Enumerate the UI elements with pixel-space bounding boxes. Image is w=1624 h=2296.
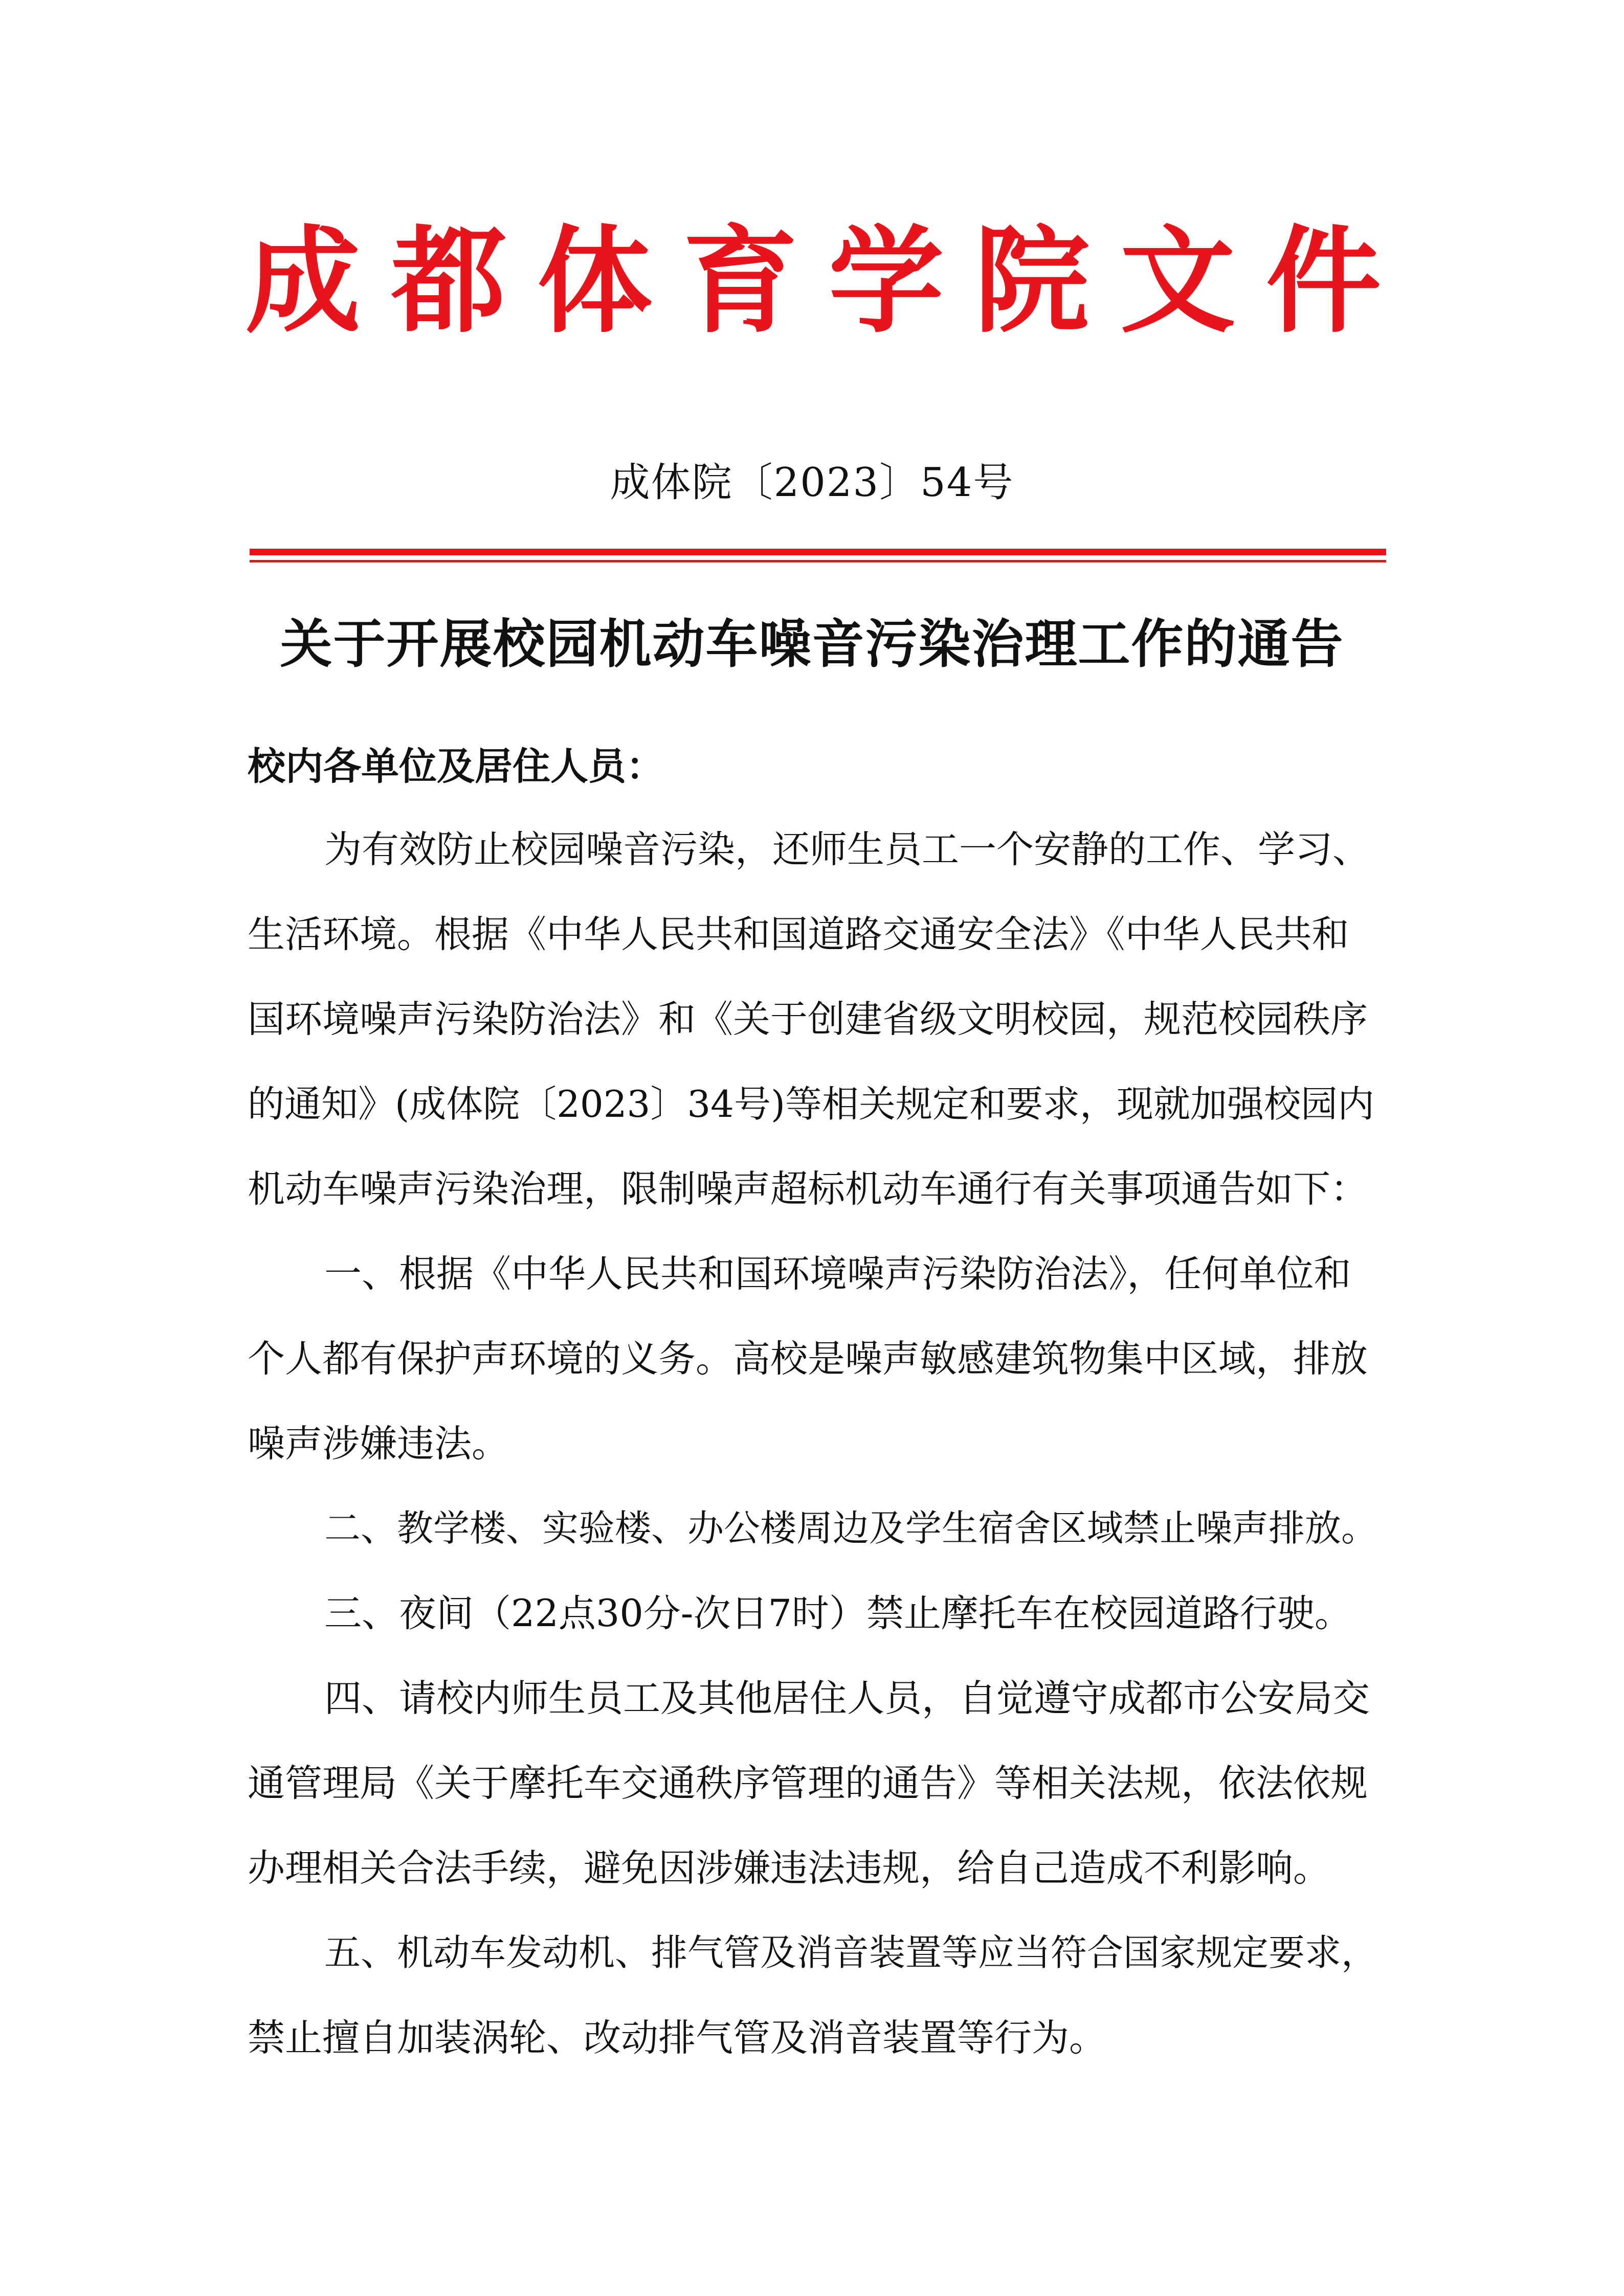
masthead-char: 都 bbox=[391, 213, 506, 349]
text-line: 国环境噪声污染防治法》和《关于创建省级文明校园，规范校园秩序 bbox=[248, 998, 1368, 1041]
masthead-char: 成 bbox=[246, 213, 361, 349]
text-line: 四、请校内师生员工及其他居住人员，自觉遵守成都市公安局交 bbox=[324, 1677, 1370, 1720]
text-line: 的通知》(成体院〔2023〕34号)等相关规定和要求，现就加强校园内 bbox=[248, 1083, 1375, 1126]
item-3-paragraph bbox=[248, 1592, 1384, 1680]
item-2-paragraph bbox=[248, 1507, 1384, 1595]
masthead-char: 育 bbox=[683, 213, 798, 349]
text-line: 二、教学楼、实验楼、办公楼周边及学生宿舍区域禁止噪声排放。 bbox=[324, 1507, 1378, 1549]
text-line: 生活环境。根据《中华人民共和国道路交通安全法》《中华人民共和 bbox=[248, 913, 1349, 956]
notice-title: 关于开展校园机动车噪音污染治理工作的通告 bbox=[280, 614, 1344, 675]
text-line: 机动车噪声污染治理，限制噪声超标机动车通行有关事项通告如下： bbox=[248, 1167, 1368, 1211]
text-line: 一、根据《中华人民共和国环境噪声污染防治法》，任何单位和 bbox=[324, 1252, 1351, 1296]
masthead-char: 院 bbox=[974, 213, 1089, 349]
text-line: 禁止擅自加装涡轮、改动排气管及消音装置等行为。 bbox=[248, 2016, 1106, 2060]
salutation: 校内各单位及居住人员： bbox=[248, 745, 664, 789]
item-4-paragraph bbox=[248, 1677, 1384, 1934]
red-divider-thin bbox=[250, 560, 1386, 562]
text-line: 通管理局《关于摩托车交通秩序管理的通告》等相关法规，依法依规 bbox=[248, 1762, 1368, 1805]
masthead-char: 件 bbox=[1266, 213, 1381, 349]
text-line: 个人都有保护声环境的义务。高校是噪声敏感建筑物集中区域，排放 bbox=[248, 1337, 1368, 1381]
masthead-char: 学 bbox=[829, 213, 944, 349]
text-line: 办理相关合法手续，避免因涉嫌违法违规，给自己造成不利影响。 bbox=[248, 1847, 1330, 1890]
document-masthead bbox=[246, 205, 1381, 358]
masthead-char: 文 bbox=[1120, 213, 1235, 349]
text-line: 为有效防止校园噪音污染，还师生员工一个安静的工作、学习、 bbox=[324, 828, 1370, 871]
text-line: 五、机动车发动机、排气管及消音装置等应当符合国家规定要求， bbox=[324, 1931, 1378, 1974]
item-1-paragraph bbox=[248, 1252, 1384, 1510]
text-line: 三、夜间（22点30分-次日7时）禁止摩托车在校园道路行驶。 bbox=[324, 1592, 1352, 1635]
masthead-char: 体 bbox=[537, 213, 652, 349]
document-number: 成体院〔2023〕54号 bbox=[610, 460, 1014, 506]
text-line: 噪声涉嫌违法。 bbox=[248, 1422, 509, 1466]
notice-body bbox=[248, 828, 1384, 2104]
intro-paragraph bbox=[248, 828, 1384, 1255]
item-5-paragraph bbox=[248, 1931, 1384, 2104]
red-divider-thick bbox=[250, 549, 1386, 555]
